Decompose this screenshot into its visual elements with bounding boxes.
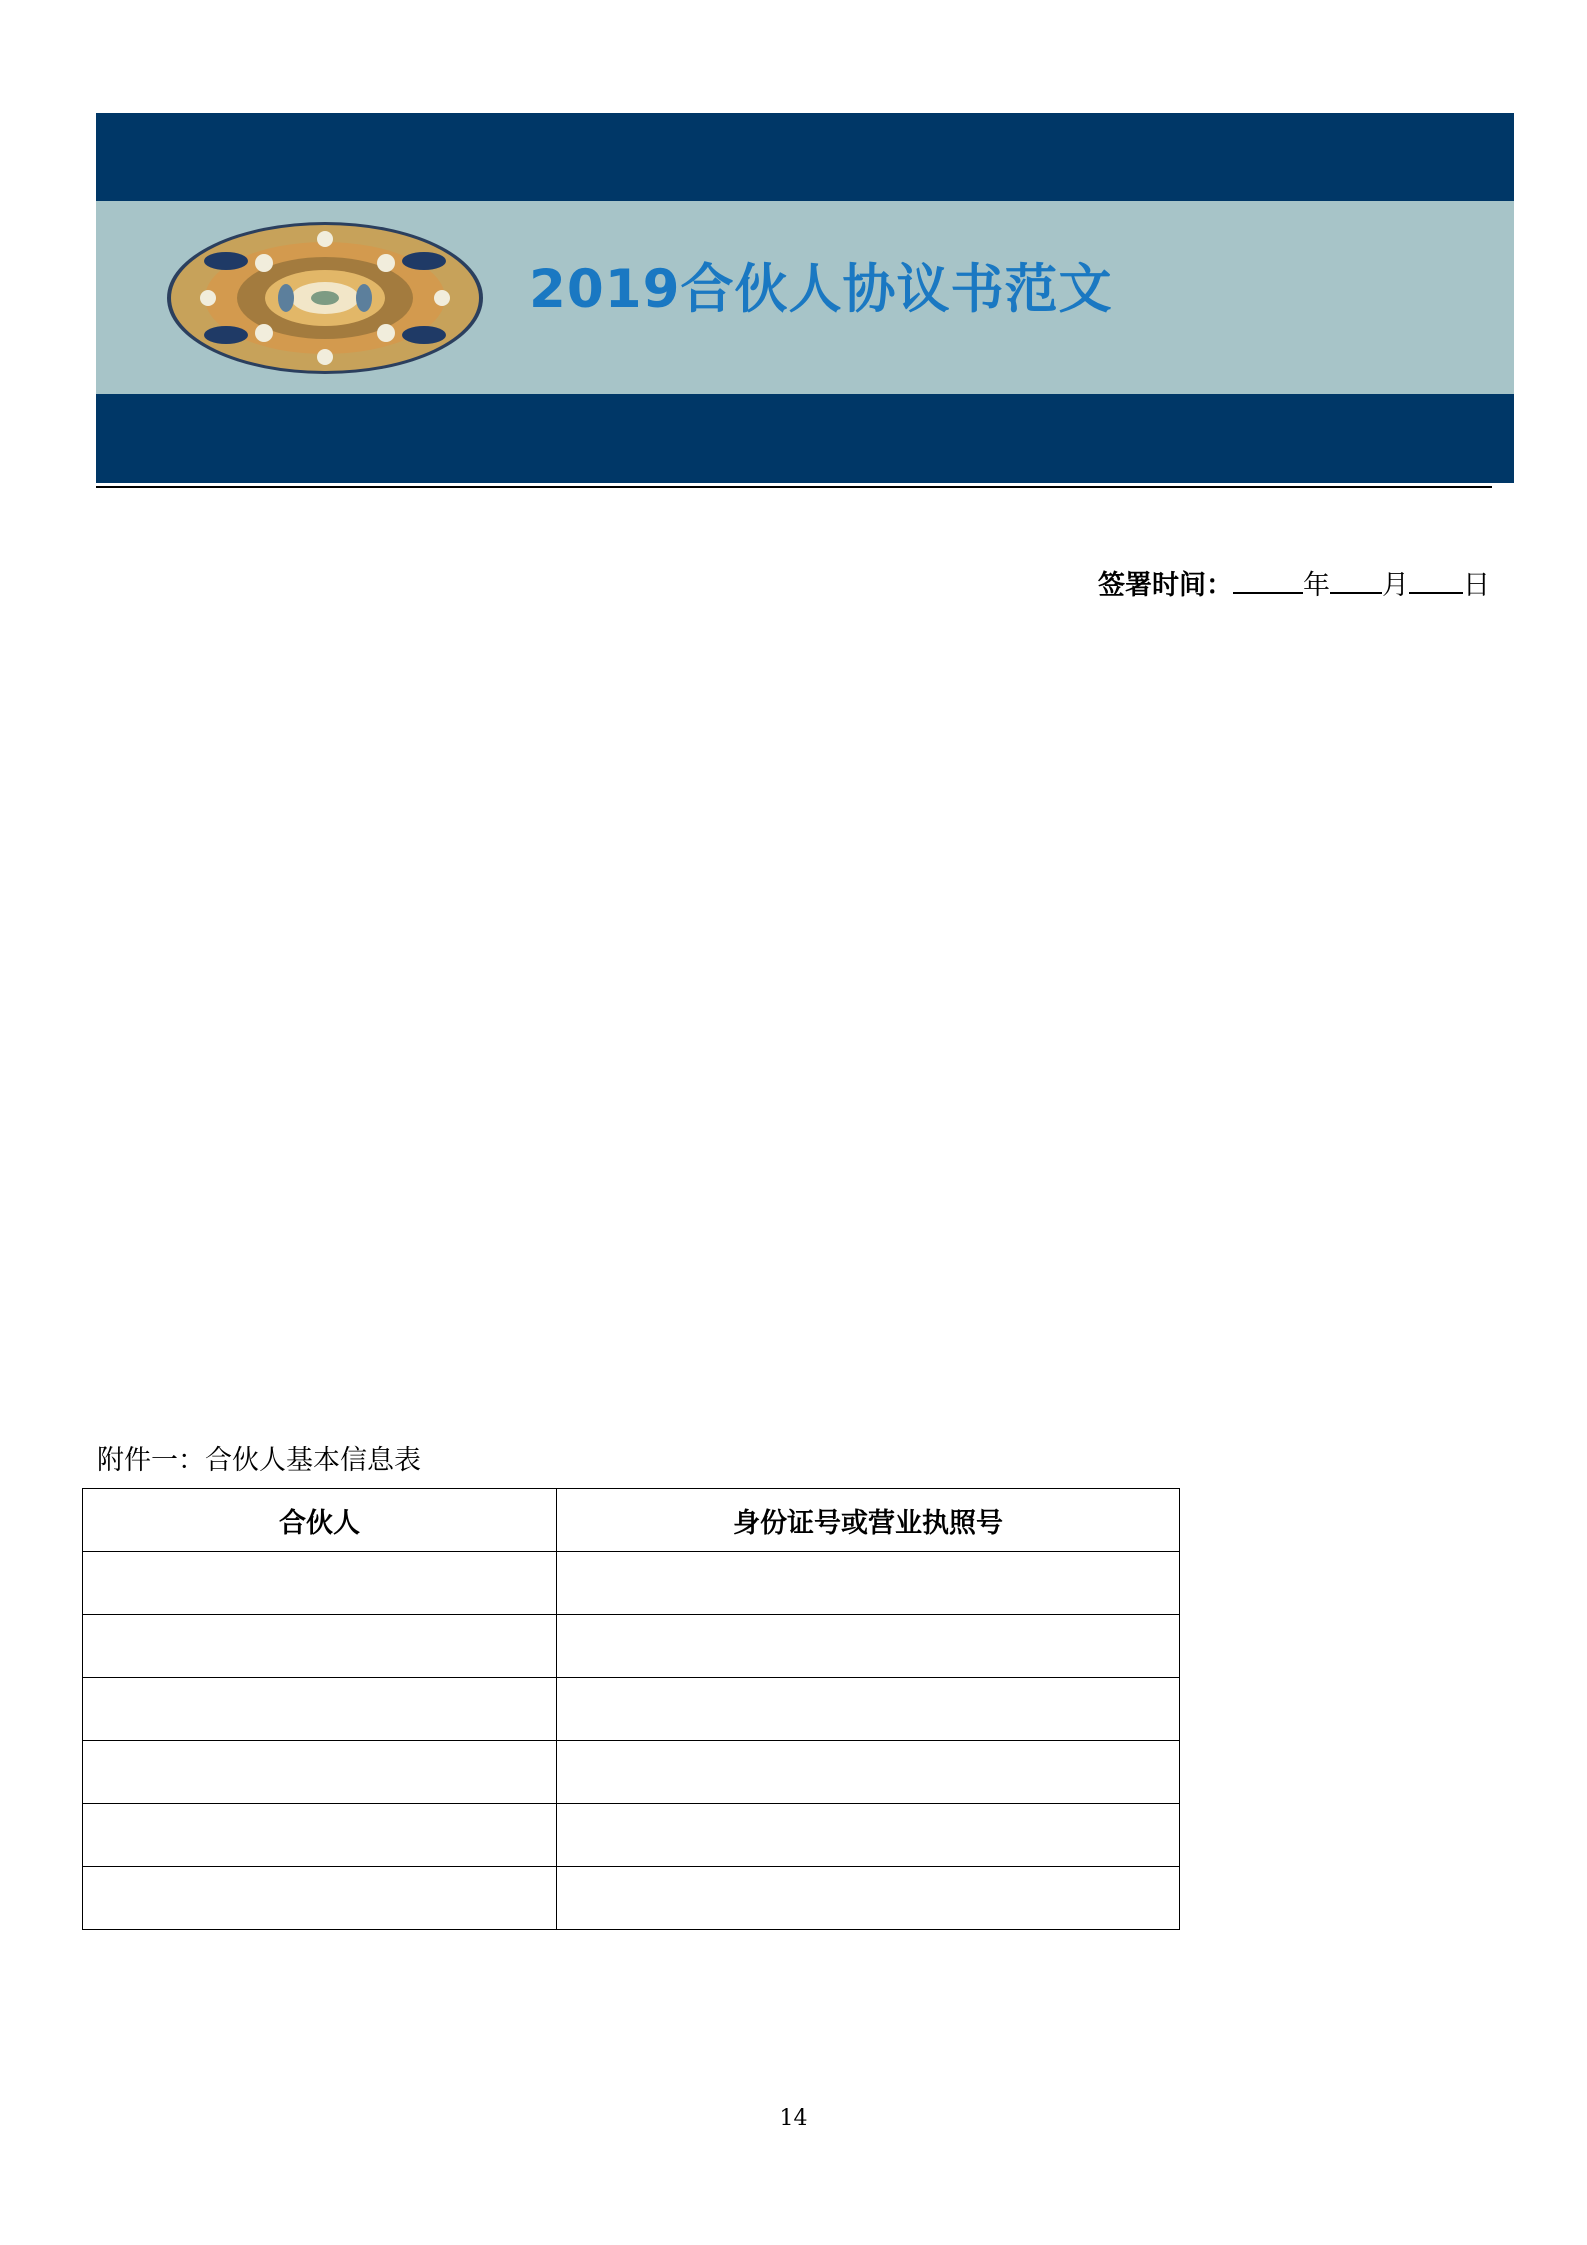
- partner-info-table: [82, 1488, 1180, 1930]
- month-blank: [1330, 564, 1382, 594]
- partner-cell: [83, 1552, 557, 1615]
- partner-cell: [83, 1615, 557, 1678]
- table-row: [83, 1552, 1180, 1615]
- id-number-cell: [557, 1804, 1180, 1867]
- appendix-title: 附件一：合伙人基本信息表: [97, 1445, 421, 1476]
- partner-cell: [83, 1678, 557, 1741]
- month-suffix: 月: [1382, 570, 1409, 601]
- signature-label: 签署时间：: [1098, 570, 1233, 601]
- table-row: [83, 1678, 1180, 1741]
- embroidery-medallion-image: [166, 221, 484, 375]
- partner-cell: [83, 1804, 557, 1867]
- id-number-cell: [557, 1741, 1180, 1804]
- header-divider: [96, 486, 1492, 488]
- column-header-partner: 合伙人: [83, 1489, 557, 1552]
- day-blank: [1409, 564, 1463, 594]
- table-row: [83, 1741, 1180, 1804]
- day-suffix: 日: [1463, 570, 1490, 601]
- banner-band: [96, 201, 1514, 394]
- year-blank: [1233, 564, 1303, 594]
- id-number-cell: [557, 1678, 1180, 1741]
- page-number: 14: [779, 2106, 808, 2131]
- table-row: [83, 1867, 1180, 1930]
- document-title: 2019合伙人协议书范文: [529, 259, 1113, 320]
- id-number-cell: [557, 1615, 1180, 1678]
- table-row: [83, 1804, 1180, 1867]
- column-header-id-number: 身份证号或营业执照号: [557, 1489, 1180, 1552]
- header-banner: [96, 113, 1514, 483]
- id-number-cell: [557, 1867, 1180, 1930]
- table-row: [83, 1615, 1180, 1678]
- partner-cell: [83, 1867, 557, 1930]
- id-number-cell: [557, 1552, 1180, 1615]
- partner-cell: [83, 1741, 557, 1804]
- year-suffix: 年: [1303, 570, 1330, 601]
- table-header-row: [83, 1489, 1180, 1552]
- signature-date-line: [1098, 563, 1490, 602]
